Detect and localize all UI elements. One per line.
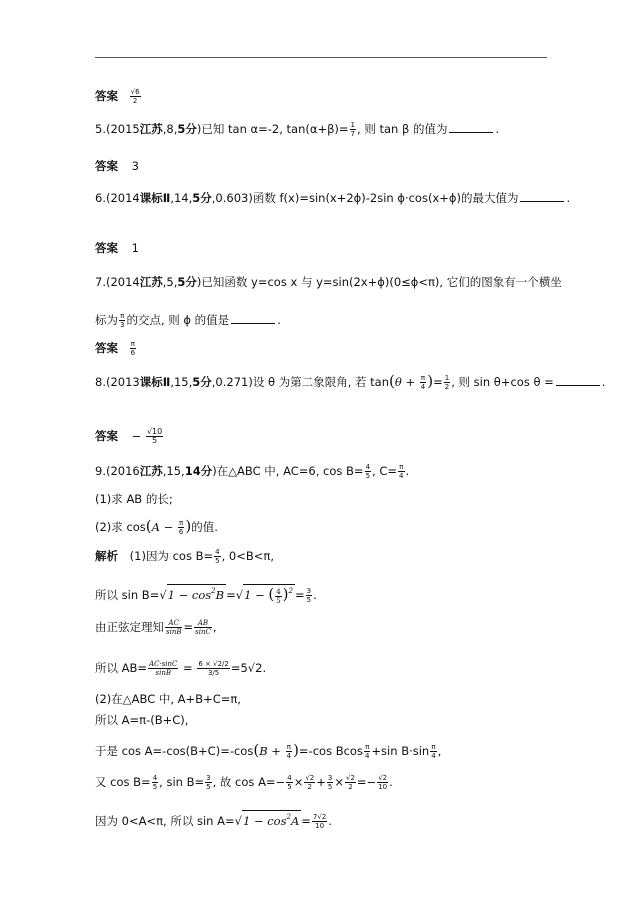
solution-line-7: 于是 cos A=-cos(B+C)=-cos(B + $\frac{\pi}{4}$ )=-cos Bcos $\frac{\pi}{4}$ +sin B·sin $\frac{\pi}{4}$ ,: [95, 741, 442, 760]
q5-fraction: $\frac{1}{7}$: [350, 121, 356, 138]
solution-line-6: 所以 A=π-(B+C),: [95, 713, 189, 727]
answer-8-fraction: $\frac{√10}{5}$: [146, 427, 163, 445]
solution-line-2: 所以 $\sin B=√1 - \cos^2B =√1$ − ( $\frac{4}{5}$ )$^2$ = $\frac{3}{5}$ .: [95, 585, 317, 605]
solution-line-1: 解析 (1)因为 cos B= $\frac{4}{5}$ , 0<B<π,: [95, 548, 274, 565]
header-rule: [95, 57, 547, 58]
question-9-part-2: (2)求 cos(A − $\frac{\pi}{6}$ )的值.: [95, 517, 218, 536]
solution-line-4: 所以 AB= $\frac{AC\cdot\sin C}{\sin B}$ = $\frac{6 \times √2/2}{3/5}$ =5√2.: [95, 660, 267, 677]
q9-cosB-fraction: $\frac{4}{5}$: [365, 463, 371, 480]
answer-label: 答案: [95, 341, 118, 355]
answer-label: 答案: [95, 241, 118, 255]
q8-fraction: $\frac{1}{2}$: [444, 374, 450, 391]
question-9-part-1: (1)求 AB 的长;: [95, 492, 173, 506]
question-5: 5.(2015江苏,8,5分)已知 tan α=-2, tan(α+β)= $\frac{1}{7}$ , 则 tan β 的值为 .: [95, 121, 500, 138]
answer-5: 答案 3: [95, 159, 139, 173]
question-7: 7.(2014江苏,5,5分)已知函数 y=cos x 与 y=sin(2x+ϕ)(0≤ϕ<π), 它们的图象有一个横坐: [95, 275, 562, 289]
answer-6: 答案 1: [95, 241, 139, 255]
q8-arg-fraction: $\frac{\pi}{4}$: [420, 374, 426, 391]
answer-7-fraction: $\frac{\pi}{6}$: [130, 340, 136, 357]
solution-line-9: 因为 0<A<π, 所以 $\sin A=√1 - \cos^2A$ = $\frac{7√2}{10}$ .: [95, 810, 332, 830]
solution-line-8: 又 cos B= $\frac{4}{5}$ , sin B= $\frac{3}{5}$ , 故 cos A=− $\frac{4}{5}$ × $\frac{√2}{2}$ + $\frac{3}{5}$ × $\frac{√2}{2}$ =− $\frac{√2}{10}$ .: [95, 774, 393, 791]
question-6: 6.(2014课标Ⅱ,14,5分,0.603)函数 f(x)=sin(x+2ϕ)-2sin ϕ·cos(x+ϕ)的最大值为 .: [95, 191, 571, 205]
answer-8: 答案 − $\frac{√10}{5}$: [95, 427, 163, 445]
answer-blank[interactable]: [520, 191, 564, 202]
solution-line-3: 由正弦定理知 $\frac{AC}{\sin B}$ = $\frac{AB}{\sin C}$ ,: [95, 619, 217, 636]
answer-blank[interactable]: [556, 375, 600, 386]
question-8: 8.(2013课标Ⅱ,15,5分,0.271)设 θ 为第二象限角, 若 tan(θ + $\frac{\pi}{4}$ )= $\frac{1}{2}$ , 则 sin θ+cos θ = .: [95, 372, 606, 391]
question-9: 9.(2016江苏,15,14分)在△ABC 中, AC=6, cos B= $\frac{4}{5}$ , C= $\frac{\pi}{4}$ .: [95, 463, 410, 480]
answer-label: 答案: [95, 159, 118, 173]
q9-p2-fraction: $\frac{\pi}{6}$: [178, 519, 184, 536]
answer-label: 答案: [95, 429, 118, 443]
q7-fraction: $\frac{\pi}{3}$: [120, 312, 125, 329]
solution-line-5: (2)在△ABC 中, A+B+C=π,: [95, 692, 241, 706]
solution-label: 解析: [95, 549, 118, 563]
answer-7: [95, 340, 137, 357]
answer-label: 答案: [95, 89, 118, 103]
answer-4-fraction: $\frac{√6}{2}$: [130, 88, 140, 105]
answer-blank[interactable]: [449, 122, 493, 133]
q9-C-fraction: $\frac{\pi}{4}$: [399, 463, 404, 480]
answer-blank[interactable]: [231, 313, 275, 324]
question-7-line-2: 标为 $\frac{\pi}{3}$ 的交点, 则 ϕ 的值是 .: [95, 312, 281, 329]
answer-4: [95, 88, 142, 105]
